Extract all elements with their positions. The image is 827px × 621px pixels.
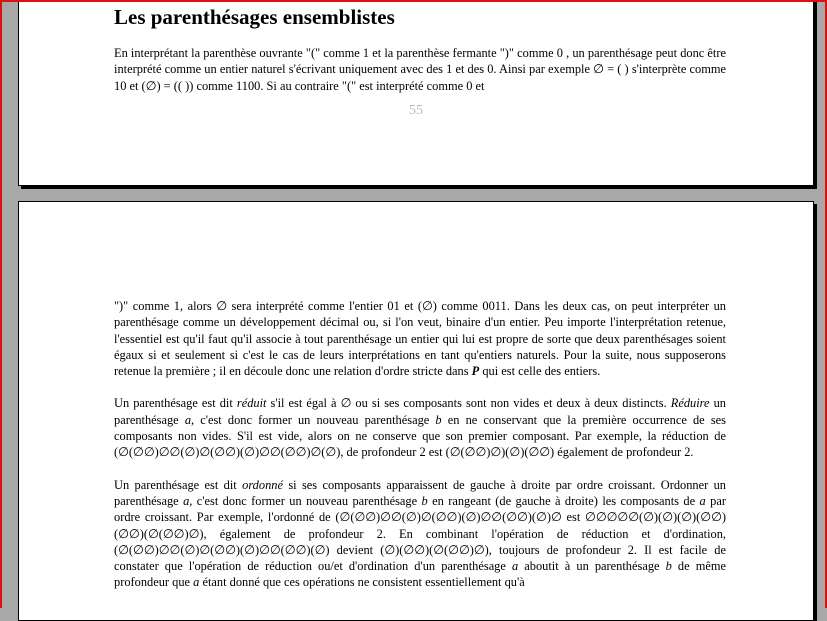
text: s'il est égal à ∅ ou si ses composants sont non vides et deux à deux distincts. xyxy=(270,396,667,411)
symbol-P: P xyxy=(471,364,480,379)
paragraph-text-end: qui est celle des entiers. xyxy=(482,364,601,379)
text: si ses composants apparaissent de gauche à droite par ordre croissant. Ordonner un parenthésage xyxy=(114,477,727,508)
term-ordonne: ordonné xyxy=(242,477,283,492)
text: en rangeant (de gauche à droite) les composants de xyxy=(432,493,696,508)
var-b: b xyxy=(665,559,672,574)
document-page-2 xyxy=(18,201,814,621)
var-a: a xyxy=(183,493,190,508)
var-a: a, xyxy=(184,412,195,427)
var-b: b xyxy=(421,493,428,508)
paragraph-intro: En interprétant la parenthèse ouvrante "(" comme 1 et la parenthèse fermante ")" comme 0 , un parenthésage peut donc être interprété comme un entier naturel s'écrivant uniquement avec des 1 et des 0. Ainsi par exemple ∅ = ( ) s'interprète comme 10 et (∅) = (( )) comme 1100. Si au contraire "(" est interprété comme 0 et xyxy=(114,46,726,93)
paragraph-text: ")" comme 1, alors ∅ sera interprété comme l'entier 01 et (∅) comme 0011. Dans les deux cas, on peut interpréter un parenthésage comme un développement décimal ou, si l'on veut, binaire d'un entier. Peu importe l'interprétation retenue, l'essentiel est qu'il faut qu'il associe à tout parenthésage un entier qui lui est propre de sorte que deux parenthésages soient égaux si et seulement si c'est le cas de leurs interprétations en tant qu'entiers naturels. Pour la suite, nous supposerons retenue la première ; il en découle donc une relation d'ordre stricte dans xyxy=(114,299,726,379)
text: Un parenthésage est dit xyxy=(114,396,233,411)
paragraph-interpretation xyxy=(114,298,726,379)
text: étant donné que ces opérations ne consistent essentiellement qu'à xyxy=(202,575,525,590)
text: de même profondeur que xyxy=(114,559,726,590)
text: c'est donc former un nouveau parenthésage xyxy=(200,412,430,427)
var-a: a xyxy=(699,493,706,508)
text: aboutit à un parenthésage xyxy=(524,559,660,574)
var-b: b xyxy=(435,412,442,427)
paragraph-ordination xyxy=(114,477,726,591)
text: en ne conservant que la première occurrence de ses composants non vides. S'il est vide, alors on ne conserve que son premier composant. Par exemple, la réduction de (∅(∅∅)∅∅(∅)∅(∅∅)(∅)∅∅(∅∅)∅(∅), de profondeur 2 est (∅(∅∅)∅)(∅)(∅∅) également de profondeur 2. xyxy=(114,412,726,460)
text: Un parenthésage est dit xyxy=(114,477,237,492)
text: un parenthésage xyxy=(114,396,726,427)
term-reduire: Réduire xyxy=(670,396,710,411)
document-page-1 xyxy=(18,0,814,186)
var-a: a xyxy=(511,559,519,574)
text: par ordre croissant. Par exemple, l'ordonné de (∅(∅∅)∅∅(∅)∅(∅∅)(∅)∅∅(∅∅)(∅)∅ est ∅∅∅∅∅(∅)(∅)(∅)(∅∅)(∅∅)(∅(∅∅)∅), également de profondeur 2. En combinant l'opération de réduction et d'ordination, (∅(∅∅)∅∅(∅)∅(∅∅)(∅)∅∅(∅∅)(∅) devient (∅)(∅∅)(∅(∅∅)∅), toujours de profondeur 2. Il est facile de constater que l'opération de réduction ou/et d'ordination d'un parenthésage xyxy=(114,493,726,574)
page-number: 55 xyxy=(409,103,423,118)
var-a: a xyxy=(193,575,200,590)
term-reduit: réduit xyxy=(236,396,267,411)
page-body xyxy=(114,298,726,607)
text: , c'est donc former un nouveau parenthésage xyxy=(189,493,418,508)
section-title: Les parenthésages ensemblistes xyxy=(114,5,395,29)
paragraph-reduction xyxy=(114,395,726,460)
